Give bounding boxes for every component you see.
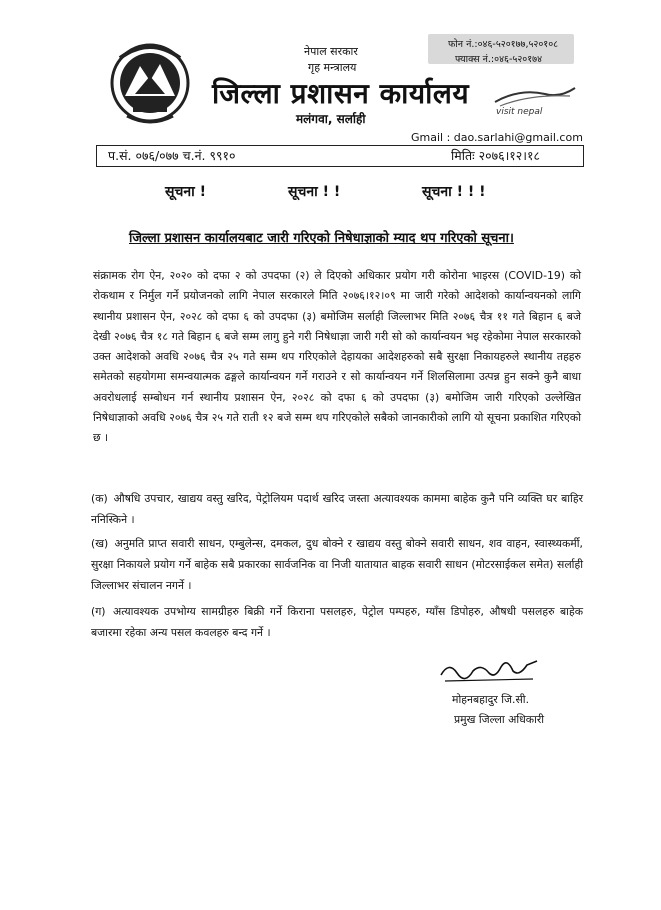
body-paragraph: संक्रामक रोग ऐन, २०२० को दफा २ को उपदफा (२) ले दिएको अधिकार प्रयोग गरी कोरोना भाइरस (COVID-19) को रोकथाम र निर्मुल गर्ने प्रयोजनको लागि नेपाल सरकारले मिति २०७६।१२।०९ मा जारी गरेको आदेशको कार्यान्वयनको लागि स्थानीय प्रशासन ऐन, २०२८ को दफा ६ को उपदफा (३) बमोजिम सर्लाही जिल्लाभर मिति २०७६ चैत्र ११ गते बिहान ६ बजे देखी २०७६ चैत्र १८ गते बिहान ६ बजे सम्म लागु हुने गरी निषेधाज्ञा जारी गरी सो को कार्यान्वयन भइ रहेकोमा नेपाल सरकारको उक्त आदेशको अवधि २०७६ चैत्र २५ गते सम्म थप गरिएकोले देहायका आदेशहरुको सबै सुरक्षा निकायहरुले स्थानीय तहहरु समेतको सहयोगमा समन्वयात्मक ढङ्गले कार्यान्वयन गर्ने गराउने र सो कार्यान्वयन गर्ने शिलसिलामा उत्पन्न हुन सक्ने कुनै बाधा अवरोधलाई सम्बोधन गर्न स्थानीय प्रशासन ऐन, २०२८ को दफा ६ को उपदफा (३) बमोजिम जारी गरिएको उल्लेखित निषेधाज्ञाको अवधि २०७६ चैत्र २५ गते राती १२ बजे सम्म थप गरिएकोले सबैको जानकारीको लागि यो सूचना प्रकाशित गरिएको छ ।	[93, 269, 582, 445]
nepal-government-emblem-icon	[105, 36, 195, 126]
office-title: जिल्ला प्रशासन कार्यालय	[212, 77, 470, 110]
item-marker: (क)	[91, 492, 108, 505]
item-text: अनुमति प्राप्त सवारी साधन, एम्बुलेन्स, दमकल, दुध बोक्ने र खाद्यय वस्तु बोक्ने सवारी साधन, शव वाहन, स्वास्थ्यकर्मी, सुरक्षा निकायले प्रयोग गर्ने बाहेक सबै प्रकारका सार्वजनिक वा निजी यातायात बाहक सवारी साधन (मोटरसाईकल समेत) सर्लाही जिल्लाभर संचालन नगर्ने ।	[91, 537, 583, 592]
svg-text:visit nepal: visit nepal	[496, 107, 543, 117]
item-marker: (ग)	[91, 605, 106, 618]
email-address: Gmail : dao.sarlahi@gmail.com	[411, 131, 583, 144]
phone-number: फोन नं.:०४६-५२०१७७,५२०१०८	[448, 39, 559, 50]
notice-heading-3: सूचना ! ! !	[422, 184, 486, 200]
notice-heading-2: सूचना ! !	[288, 184, 341, 200]
item-marker: (ख)	[91, 537, 109, 550]
signatory-name: मोहनबहादुर जि.सी.	[452, 693, 530, 706]
notice-heading-1: सूचना !	[165, 184, 207, 200]
signatory-title: प्रमुख जिल्ला अधिकारी	[454, 713, 545, 726]
order-item-kha	[91, 533, 583, 596]
document-date: मितिः २०७६।१२।१८	[451, 148, 541, 163]
order-item-ka	[91, 488, 583, 530]
order-item-ga	[91, 601, 583, 643]
government-name: नेपाल सरकार	[304, 45, 358, 58]
handwritten-signature	[437, 653, 547, 687]
visit-nepal-logo-icon	[490, 80, 580, 120]
ministry-name: गृह मन्त्रालय	[308, 61, 357, 74]
item-text: अत्यावश्यक उपभोग्य सामग्रीहरु बिक्री गर्ने किराना पसलहरु, पेट्रोल पम्पहरु, ग्याँस डिपोहरु, औषधी पसलहरु बाहेक बजारमा रहेका अन्य पसल कवलहरु बन्द गर्ने ।	[91, 605, 583, 639]
item-text: औषधि उपचार, खाद्यय वस्तु खरिद, पेट्रोलियम पदार्थ खरिद जस्ता अत्यावश्यक काममा बाहेक कुनै पनि व्यक्ति घर बाहिर ननिस्किने ।	[91, 492, 583, 526]
document-title: जिल्ला प्रशासन कार्यालयबाट जारी गरिएको निषेधाज्ञाको म्याद थप गरिएको सूचना।	[129, 231, 514, 246]
fax-number: फ्याक्स नं.:०४६-५२०१७४	[455, 54, 543, 65]
office-location: मलंगवा, सर्लाही	[296, 112, 366, 126]
reference-number: प.सं. ०७६/०७७ च.नं. ९९१०	[108, 148, 236, 163]
